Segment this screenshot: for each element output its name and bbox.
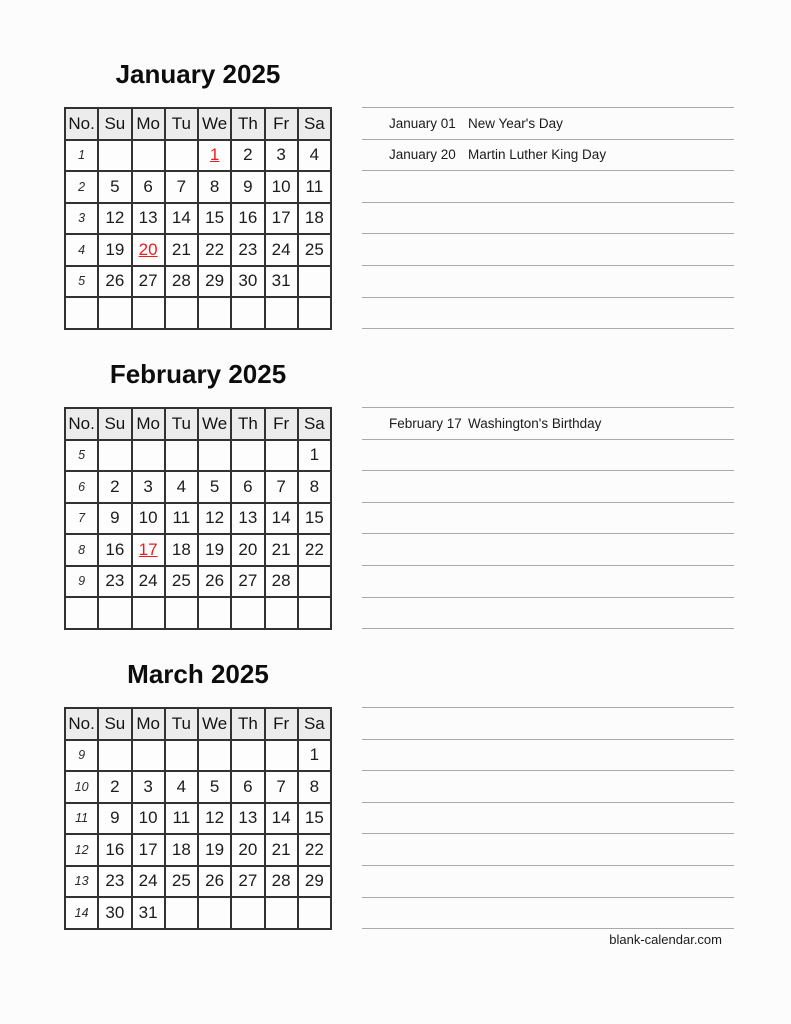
day-cell: 11 [298,171,331,203]
note-line [362,298,734,330]
day-cell: 13 [231,803,264,835]
holiday-day-cell: 17 [132,534,165,566]
day-header-cell: Mo [132,108,165,140]
day-header-cell: Th [231,408,264,440]
day-cell [98,597,131,629]
week-number-cell: 5 [65,266,98,298]
day-cell: 10 [132,803,165,835]
note-line [362,598,734,630]
day-cell [165,140,198,172]
day-cell: 17 [265,203,298,235]
day-cell: 14 [265,803,298,835]
month-body [64,407,734,630]
note-line [362,203,734,235]
month-section-march [64,650,734,930]
day-cell [132,297,165,329]
day-cell [165,440,198,472]
day-header-cell: Fr [265,408,298,440]
week-row [65,503,331,535]
day-cell: 11 [165,503,198,535]
week-number-cell: 14 [65,897,98,929]
day-header-cell: Th [231,708,264,740]
note-line [362,140,734,172]
day-cell: 13 [132,203,165,235]
day-cell: 7 [165,171,198,203]
month-section-february [64,350,734,630]
day-cell: 10 [265,171,298,203]
week-row [65,834,331,866]
day-cell: 2 [98,471,131,503]
day-cell: 18 [165,834,198,866]
week-row [65,440,331,472]
week-row [65,234,331,266]
day-cell [132,140,165,172]
week-number-cell: 2 [65,171,98,203]
day-cell: 6 [231,471,264,503]
week-number-cell: 3 [65,203,98,235]
day-cell: 29 [198,266,231,298]
day-cell: 5 [98,171,131,203]
day-cell: 21 [265,534,298,566]
note-line [362,471,734,503]
notes-area [362,407,734,629]
day-cell: 19 [198,534,231,566]
calendar-table-body [65,140,331,329]
day-cell: 12 [98,203,131,235]
day-cell: 26 [98,266,131,298]
day-cell [298,597,331,629]
day-cell: 5 [198,471,231,503]
day-cell [198,597,231,629]
note-line [362,408,734,440]
day-header-cell: Sa [298,708,331,740]
day-cell [98,740,131,772]
day-cell: 8 [198,171,231,203]
day-cell: 7 [265,471,298,503]
week-row [65,203,331,235]
day-cell: 23 [231,234,264,266]
day-cell [165,597,198,629]
day-cell: 23 [98,566,131,598]
holiday-date: January 01 [389,115,456,131]
week-number-cell: 9 [65,566,98,598]
day-cell: 4 [165,471,198,503]
note-line [362,171,734,203]
week-row [65,471,331,503]
day-cell: 21 [165,234,198,266]
month-title: January 2025 [115,59,281,89]
day-cell [198,897,231,929]
day-cell: 11 [165,803,198,835]
week-row [65,266,331,298]
week-row [65,171,331,203]
week-row [65,534,331,566]
day-cell: 28 [165,266,198,298]
note-line [362,108,734,140]
holiday-name: New Year's Day [468,115,563,131]
week-row [65,803,331,835]
day-cell: 22 [298,834,331,866]
holiday-date: January 20 [389,147,456,163]
day-header-cell: Th [231,108,264,140]
calendar-table-head [65,708,331,740]
day-cell: 30 [231,266,264,298]
day-cell: 27 [231,866,264,898]
day-cell: 3 [132,771,165,803]
month-section-january [64,50,734,330]
day-cell: 6 [132,171,165,203]
week-number-cell: 9 [65,740,98,772]
day-cell: 19 [98,234,131,266]
week-number-cell: 12 [65,834,98,866]
day-cell: 26 [198,566,231,598]
day-header-cell: Sa [298,108,331,140]
day-header-cell: We [198,408,231,440]
day-cell [165,297,198,329]
day-cell: 20 [231,534,264,566]
day-cell: 23 [98,866,131,898]
day-cell: 4 [298,140,331,172]
note-line [362,898,734,930]
day-cell: 20 [231,834,264,866]
day-cell [265,897,298,929]
day-cell: 27 [231,566,264,598]
calendar-table-head [65,108,331,140]
day-cell [265,440,298,472]
day-cell: 10 [132,503,165,535]
day-cell [231,297,264,329]
week-number-cell: 1 [65,140,98,172]
day-cell: 19 [198,834,231,866]
week-row [65,866,331,898]
day-header-cell: No. [65,108,98,140]
week-number-cell [65,597,98,629]
day-header-cell: Fr [265,108,298,140]
notes-area [362,707,734,929]
note-line [362,440,734,472]
day-cell [198,297,231,329]
day-cell: 1 [298,740,331,772]
day-header-cell: We [198,108,231,140]
week-row [65,297,331,329]
day-cell [265,740,298,772]
note-line [362,566,734,598]
day-cell: 14 [165,203,198,235]
day-header-cell: Tu [165,708,198,740]
day-cell: 26 [198,866,231,898]
week-row [65,140,331,172]
day-cell: 18 [165,534,198,566]
day-cell: 15 [298,503,331,535]
week-number-cell: 8 [65,534,98,566]
day-cell: 15 [298,803,331,835]
note-line [362,266,734,298]
calendar-table-body [65,440,331,629]
day-cell: 6 [231,771,264,803]
calendar-table [64,407,332,630]
day-cell: 2 [98,771,131,803]
day-header-cell: No. [65,408,98,440]
day-cell [298,566,331,598]
week-row [65,597,331,629]
day-cell [98,140,131,172]
day-cell: 24 [132,866,165,898]
day-cell: 8 [298,471,331,503]
day-cell: 24 [132,566,165,598]
day-cell: 28 [265,866,298,898]
day-cell: 18 [298,203,331,235]
day-cell [132,740,165,772]
day-cell [132,597,165,629]
calendar-table-body [65,740,331,929]
day-header-cell: Su [98,708,131,740]
holiday-date: February 17 [389,415,462,431]
day-cell [231,440,264,472]
day-cell [298,897,331,929]
note-line [362,866,734,898]
note-line [362,834,734,866]
header-row [65,708,331,740]
day-cell: 29 [298,866,331,898]
day-cell: 4 [165,771,198,803]
day-cell: 30 [98,897,131,929]
week-number-cell: 11 [65,803,98,835]
month-body [64,707,734,930]
week-number-cell: 13 [65,866,98,898]
day-cell [231,740,264,772]
calendar-table [64,107,332,330]
notes-area [362,107,734,329]
day-cell: 16 [98,534,131,566]
month-title: February 2025 [109,359,287,389]
note-line [362,803,734,835]
day-cell: 12 [198,803,231,835]
calendar-table-head [65,408,331,440]
day-cell [165,897,198,929]
header-row [65,108,331,140]
day-cell: 31 [265,266,298,298]
day-header-cell: Fr [265,708,298,740]
day-cell: 13 [231,503,264,535]
day-cell: 9 [231,171,264,203]
day-cell: 2 [231,140,264,172]
day-cell [198,440,231,472]
day-cell [231,897,264,929]
day-cell: 27 [132,266,165,298]
day-cell [98,440,131,472]
day-header-cell: Sa [298,408,331,440]
day-cell [132,440,165,472]
day-cell [265,597,298,629]
holiday-day-cell: 1 [198,140,231,172]
week-row [65,897,331,929]
holiday-name: Martin Luther King Day [468,147,607,163]
day-cell: 8 [298,771,331,803]
day-cell [231,597,264,629]
note-line [362,771,734,803]
day-header-cell: Su [98,408,131,440]
month-title: March 2025 [127,659,269,689]
day-cell [298,297,331,329]
week-number-cell [65,297,98,329]
holiday-name: Washington's Birthday [468,415,602,431]
day-header-cell: Tu [165,108,198,140]
day-cell: 21 [265,834,298,866]
site-credit: blank-calendar.com [609,932,722,947]
week-row [65,566,331,598]
day-cell: 25 [298,234,331,266]
week-number-cell: 6 [65,471,98,503]
note-line [362,503,734,535]
day-cell: 28 [265,566,298,598]
day-cell: 9 [98,803,131,835]
day-header-cell: Mo [132,708,165,740]
note-line [362,234,734,266]
week-number-cell: 10 [65,771,98,803]
day-cell: 31 [132,897,165,929]
day-cell: 7 [265,771,298,803]
day-cell: 9 [98,503,131,535]
day-cell: 5 [198,771,231,803]
month-body [64,107,734,330]
day-cell: 25 [165,566,198,598]
week-number-cell: 5 [65,440,98,472]
day-cell: 12 [198,503,231,535]
note-line [362,534,734,566]
day-cell: 25 [165,866,198,898]
day-cell [165,740,198,772]
note-line [362,740,734,772]
day-cell [265,297,298,329]
day-header-cell: Mo [132,408,165,440]
day-cell: 3 [265,140,298,172]
day-cell: 1 [298,440,331,472]
day-header-cell: We [198,708,231,740]
day-cell [298,266,331,298]
day-cell [198,740,231,772]
holiday-day-cell: 20 [132,234,165,266]
day-cell: 24 [265,234,298,266]
day-cell: 3 [132,471,165,503]
day-header-cell: Tu [165,408,198,440]
day-header-cell: Su [98,108,131,140]
calendar-table [64,707,332,930]
day-cell: 16 [98,834,131,866]
header-row [65,408,331,440]
day-cell: 22 [198,234,231,266]
day-cell: 15 [198,203,231,235]
week-row [65,771,331,803]
day-header-cell: No. [65,708,98,740]
day-cell [98,297,131,329]
week-number-cell: 7 [65,503,98,535]
day-cell: 14 [265,503,298,535]
week-number-cell: 4 [65,234,98,266]
day-cell: 22 [298,534,331,566]
week-row [65,740,331,772]
day-cell: 16 [231,203,264,235]
note-line [362,708,734,740]
day-cell: 17 [132,834,165,866]
